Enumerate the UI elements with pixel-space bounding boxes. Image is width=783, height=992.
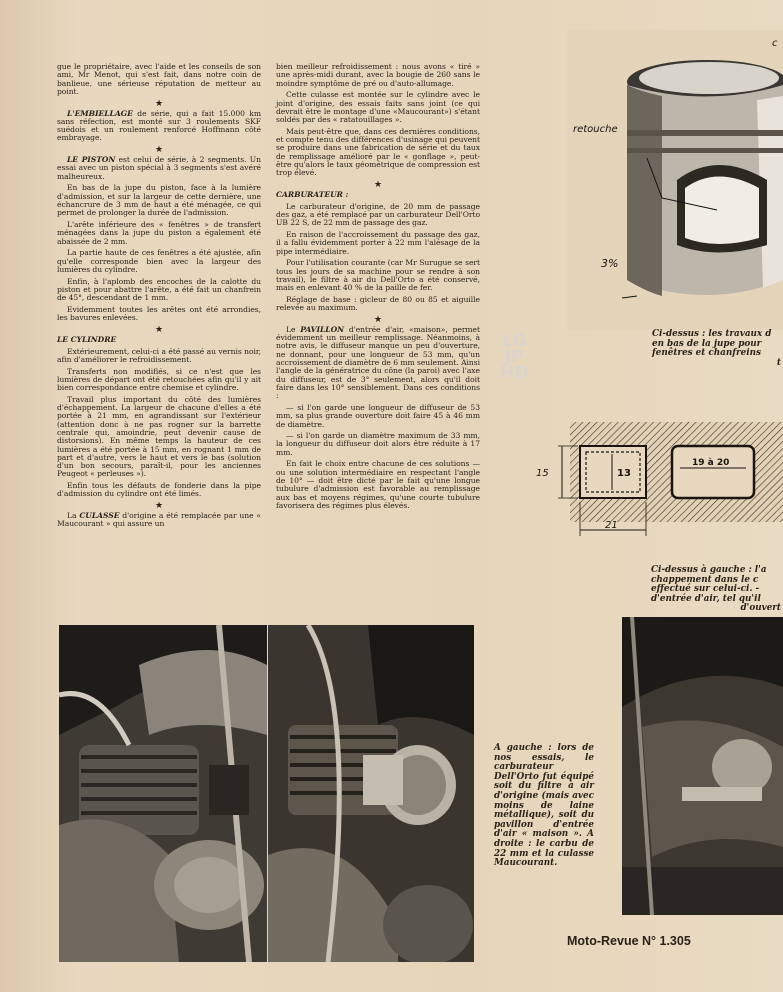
text-column-left [57,63,261,532]
paragraph [276,296,480,313]
paragraph-text: Enfin tous les défauts de fonderie dans la pipe d'admission du cylindre ont été limés. [57,481,261,499]
dim-15: 15 [536,468,549,479]
paragraph [276,404,480,429]
star-separator: ★ [373,180,383,191]
paragraph-text: est celui de série, à 2 segments. Un essai avec un piston spécial à 3 segments s'est avéré malheureux. [57,155,261,181]
paragraph-text: Extérieurement, celui-ci a été passé au vernis noir, afin d'améliorer le refroidissement. [57,346,261,364]
paragraph [57,306,261,323]
paragraph-prefix: La [67,511,80,521]
paragraph [57,482,261,499]
paragraph-text: — si l'on garde un diamètre maximum de 33 mm, la longueur du diffuseur doit alors être réduite à 17 mm. [276,431,480,457]
section-heading: L'EMBIELLAGE [67,108,133,118]
section-heading: PAVILLON [300,324,345,334]
section-heading: LE PISTON [67,155,116,165]
dim-21: 21 [605,520,618,531]
piston-photo [567,30,783,330]
caption-line: chappement dans le c [651,574,759,585]
paragraph [57,221,261,246]
paragraph [57,249,261,274]
paragraph [276,460,480,510]
engine-photo-far-right [622,617,783,915]
watermark-line: LG [501,331,527,351]
paragraph [57,278,261,303]
paragraph-text: gue le propriétaire, avec l'aide et les conseils de son ami, Mr Menot, qui s'est fait, dans notre coin de banlieue, une sérieuse réputation de metteur au point. [57,62,261,96]
paragraph-text: Réglage de base : gicleur de 80 ou 85 et aiguille relevée au maximum. [276,294,480,313]
engine-photo-left [59,625,267,962]
paragraph [57,336,261,344]
paragraph-text: Enfin, à l'aplomb des encoches de la calotte du piston et pour abattre l'arête, a été fait un chanfrein de 45°, descendant de 1 mm. [57,276,261,303]
section-heading: CARBURATEUR : [276,190,349,200]
paragraph-text: L'arête inférieure des « fenêtres » de transfert ménagées dans la jupe du piston a également été abaissée de 2 mm. [57,220,261,246]
paragraph-prefix: Le [286,324,301,334]
section-heading: LE CYLINDRE [57,334,117,344]
footer-issue: Moto-Revue N° 1.305 [567,934,691,948]
caption-line: effectué sur celui-ci. - [651,584,760,595]
dimension-label: 3% [601,257,619,270]
paragraph-text: Evidemment toutes les arêtes ont été arrondies, les bavures enlevées. [57,304,261,323]
paragraph [57,368,261,393]
paragraph [276,63,480,88]
paragraph-text: Travail plus important du côté des lumières d'échappement. La largeur de chacune d'elles a été portée à 21 mm, en agrandissant sur l'extérieur (attention donc à ne pas rogner sur la barrette centrale qui, amoindrie, peut devenir cause de distorsions). En même temps la hauteur de ces lumières a été portée à 15 mm, en rognant 1 mm de part et d'autre, vers le haut et vers le bas (solution d'un bon secours, paraît-il, pour les anciennes Peugeot « perleuses »). [57,394,261,479]
paragraph-text: Le carburateur d'origine, de 20 mm de passage des gaz, a été remplacé par un carburateur Dell'Orto UB 22 S, de 22 mm de passage des gaz. [276,201,480,228]
caption-line: Ci-dessus : les travaux d [652,329,772,339]
paragraph [276,191,480,199]
caption-line: d'ouvert [740,603,781,614]
paragraph [57,184,261,217]
paragraph [57,348,261,365]
caption-line: fenêtres et chanfreins [652,348,761,359]
watermark-line: HD [499,363,529,383]
paragraph [276,432,480,457]
paragraph [57,512,261,529]
star-separator: ★ [154,501,164,512]
paragraph-text: — si l'on garde une longueur de diffuseur de 53 mm, sa plus grande ouverture doit faire 45 à 46 mm de diamètre. [276,402,480,429]
corner-label: c [772,38,778,49]
paragraph [57,110,261,143]
paragraph-text: En bas de la jupe du piston, face à la lumière d'admission, et sur la largeur de cette dernière, une échancrure de 3 mm de haut a été ménagée, ce qui permet de prolonger la durée de l'admission. [57,183,261,218]
paragraph-text: Cette culasse est montée sur le cylindre avec le joint d'origine, des essais faits sans joint (ce qui devrait être le montage d'une «Maucourant») s'étant soldés par des « ratatouillages ». [276,90,480,125]
paragraph-text: Mais peut-être que, dans ces dernières conditions, et compte tenu des différences d'usinage qui peuvent se produire dans une fabrication de série et du taux de remplissage amélioré par le « gonflage », peut-être qu'alors le taux géométrique de compression est trop élevé. [276,126,481,178]
paragraph [276,91,480,124]
star-separator: ★ [373,314,383,325]
engine-photo-right [268,625,474,962]
watermark-line: JP [504,347,524,367]
text-column-right [276,63,480,514]
paragraph-text: En raison de l'accroissement du passage des gaz, il a fallu évidemment porter à 22 mm l'alésage de la pipe intermédiaire. [276,230,480,256]
section-heading: CULASSE [79,511,120,521]
paragraph-text: de série, qui a fait 15.000 km sans réfection, est monté sur 3 roulements SKF suédois et un roulement renforcé Hoffmann côté embrayage. [57,108,261,143]
caption-line: d'entrée d'air, tel qu'il [651,593,761,604]
paragraph-text: Pour l'utilisation courante (car Mr Surugue se sert tous les jours de sa machine pour se rendre à son travail), le filtre à air du Dell'Orto a été conservé, mais en enlevant 40 % de la paille de fer. [276,258,480,293]
retouche-label: retouche [573,124,618,135]
paragraph-text: d'origine a été remplacée par une « Maucourant » qui assure un [57,511,261,529]
caption-engine-photos: A gauche : lors de nos essais, le carburateur Dell'Orto fut équipé soit du filtre à air d'origine (mais avec moins de laine métallique), soit du pavillon d'entrée d'air « maison ». A droite : le carbu de 22 mm et la culasse Maucourant. [494,743,594,869]
paragraph [276,259,480,292]
dim-19-20: 19 à 20 [692,458,730,468]
paragraph-text: d'entrée d'air, «maison», permet évidemment un meilleur remplissage. Néanmoins, à notre avis, le diffuseur manque un peu d'ouverture, ne donnant, pour une longueur de 53 mm, qu'un accroissement de diamètre de 6 mm seulement. Ainsi l'angle de la génératrice du cône (la paroi) avec l'axe du diffuseur, est de 3° seulement, alors qu'il doit faire dans les 10° sensiblement. Dans ces conditions : [276,324,481,401]
paragraph [276,326,480,401]
paragraph [57,156,261,181]
star-separator: ★ [154,324,164,335]
paragraph [276,128,480,178]
paragraph-text: En fait le choix entre chacune de ces solutions — ou une solution intermédiaire en respectant l'angle de 10° — doit être dicté par le fait qu'une longue tubulure d'admission est favorable au remplissage aux bas et moyens régimes, qu'une courte tubulure favorisera des régimes plus élevés. [276,459,480,510]
caption-line: en bas de la jupe pour [652,338,762,349]
paragraph-text: La partie haute de ces fenêtres a été ajustée, afin qu'elle corresponde bien avec la largeur des lumières du cylindre. [57,248,261,274]
caption-top-right [652,330,783,368]
paragraph-text: Transferts non modifiés, si ce n'est que les lumières de départ ont été retouchées afin qu'il y ait bien correspondance entre chemise et cylindre. [57,366,261,393]
dim-13: 13 [617,468,631,479]
paragraph-text: bien meilleur refroidissement : nous avons « tiré » une après-midi durant, avec la bougie de 260 sans le moindre symptôme de pré ou d'auto-allumage. [276,62,480,88]
star-separator: ★ [154,145,164,156]
paragraph [276,203,480,228]
star-separator: ★ [154,98,164,109]
exhaust-port-diagram [530,418,783,548]
caption-line: t [776,357,781,368]
paragraph [57,396,261,479]
watermark [484,333,544,381]
paragraph [57,63,261,96]
caption-mid-right [651,566,783,614]
caption-line: Ci-dessus à gauche : l'a [651,565,767,575]
paragraph [276,231,480,256]
